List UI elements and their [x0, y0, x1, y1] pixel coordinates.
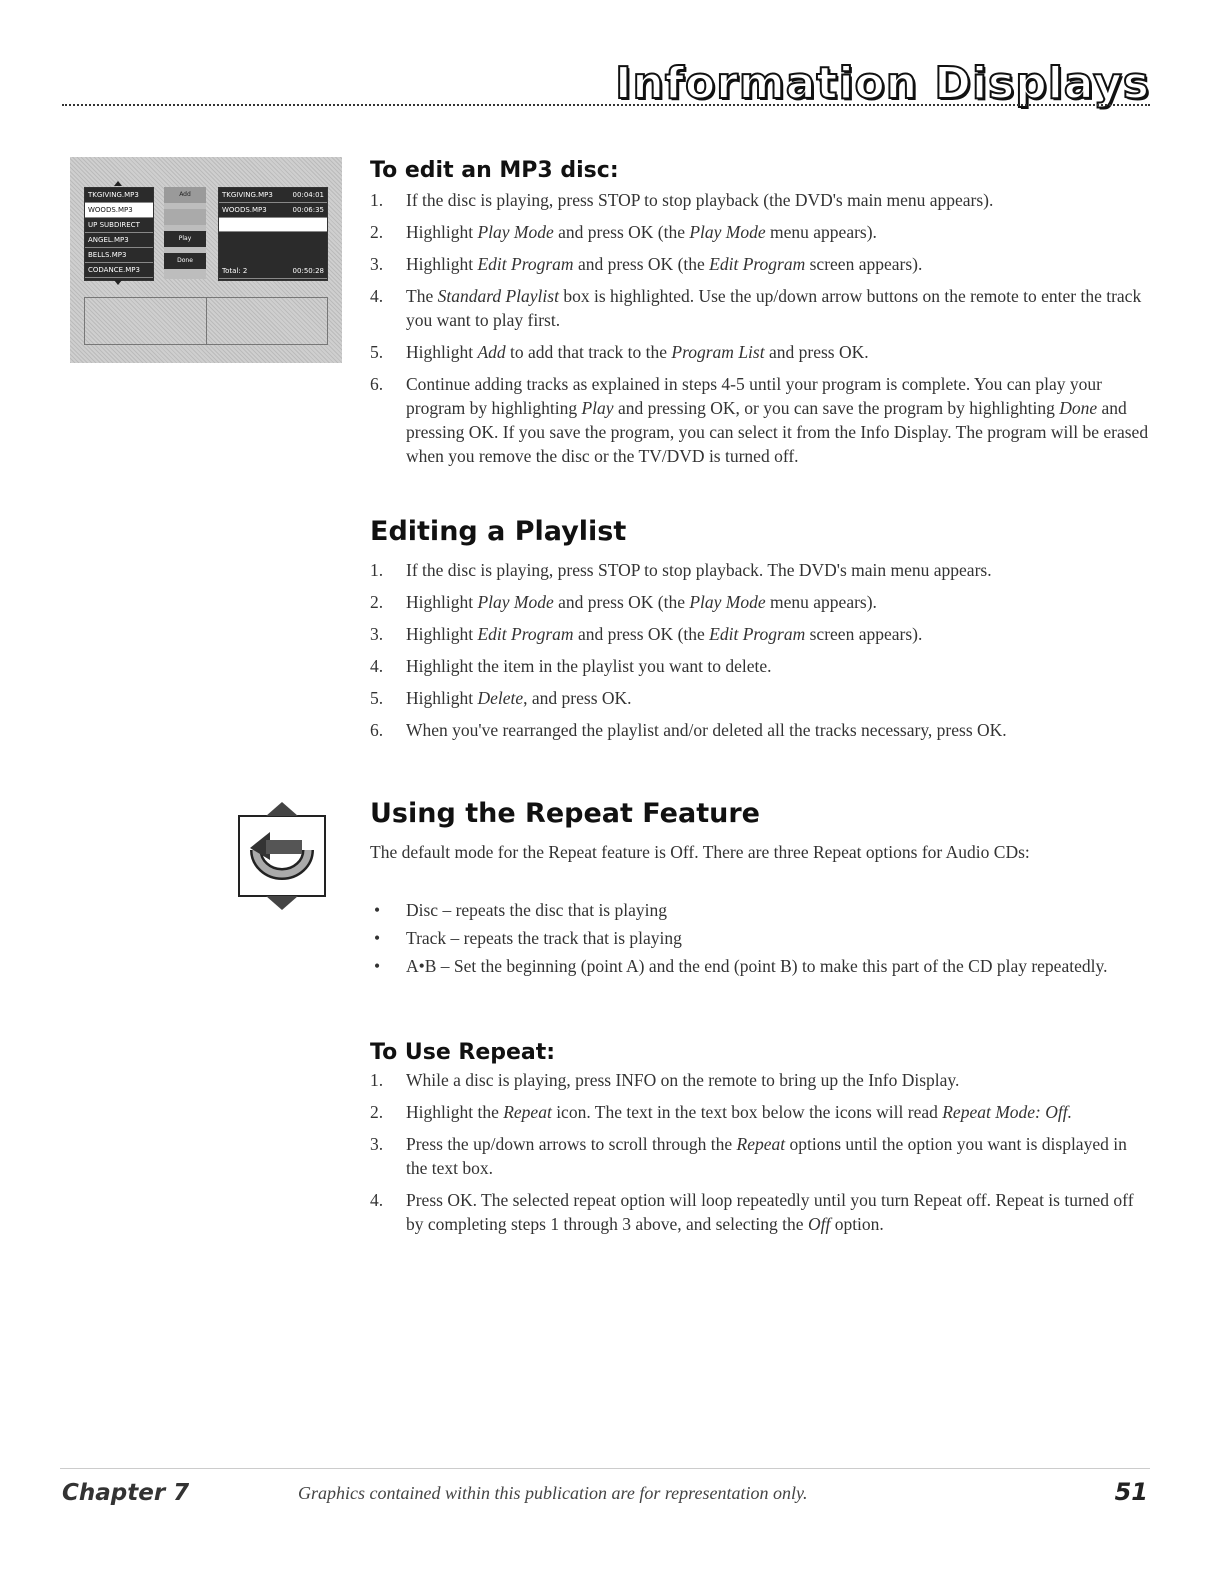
step-item	[370, 558, 1150, 582]
repeat-option-item: • Track – repeats the track that is playing	[374, 928, 682, 948]
step-text: option.	[830, 1214, 884, 1234]
step-emphasis: Play	[581, 398, 614, 418]
program-total-time: 00:50:28	[292, 267, 324, 275]
step-text: menu appears).	[765, 222, 877, 242]
file-list-panel	[84, 187, 154, 281]
repeat-option-text: A•B – Set the beginning (point A) and the end (point B) to make this part of the CD play repeatedly.	[406, 956, 1108, 976]
step-item	[370, 220, 1150, 244]
file-list-item: UP SUBDIRECT	[85, 218, 153, 233]
step-item	[370, 1100, 1150, 1124]
step-text: and press OK (the	[553, 222, 690, 242]
editing-playlist-heading: Editing a Playlist	[370, 516, 627, 547]
use-repeat-heading: To Use Repeat:	[370, 1040, 556, 1065]
step-text: and press OK (the	[573, 254, 710, 274]
program-list-panel	[218, 187, 328, 281]
step-text: icon. The text in the text box below the icons will read	[551, 1102, 943, 1122]
add-button: Add	[164, 187, 206, 203]
step-text: , and press OK.	[523, 688, 632, 708]
step-number: 1.	[370, 190, 384, 210]
file-list-item: TKGIVING.MP3	[85, 188, 153, 203]
step-number: 1.	[370, 560, 384, 580]
step-item	[370, 284, 1150, 332]
program-list-item	[219, 188, 327, 203]
step-emphasis: Repeat	[503, 1102, 552, 1122]
step-number: 3.	[370, 254, 384, 274]
step-item	[370, 1132, 1150, 1180]
file-list-item: WOODS.MP3	[85, 203, 153, 218]
file-list-item: ANGEL.MP3	[85, 233, 153, 248]
scroll-down-icon	[114, 280, 122, 285]
step-item	[370, 718, 1150, 742]
repeat-option-text: Disc – repeats the disc that is playing	[406, 900, 667, 920]
footer-divider	[60, 1468, 1150, 1469]
step-text: and press OK (the	[553, 592, 690, 612]
step-number: 5.	[370, 688, 384, 708]
step-text: menu appears).	[765, 592, 877, 612]
step-emphasis: Play Mode	[477, 592, 554, 612]
repeat-option-text: Track – repeats the track that is playing	[406, 928, 682, 948]
step-text: and press OK.	[764, 342, 869, 362]
program-list-item	[219, 203, 327, 218]
step-number: 2.	[370, 222, 384, 242]
step-text: and pressing OK, or you can save the program by highlighting	[613, 398, 1060, 418]
step-text: If the disc is playing, press STOP to stop playback. The DVD's main menu appears.	[406, 560, 992, 580]
repeat-options-list	[370, 898, 1150, 982]
program-track-name: TKGIVING.MP3	[222, 191, 273, 199]
step-emphasis: Edit Program	[477, 624, 574, 644]
step-text: screen appears).	[805, 254, 923, 274]
footer-note: Graphics contained within this publication are for representation only.	[298, 1483, 808, 1503]
step-emphasis: Play Mode	[689, 222, 766, 242]
blank-button	[164, 209, 206, 225]
button-column	[164, 187, 206, 279]
editing-playlist-steps	[370, 558, 1150, 750]
step-number: 3.	[370, 624, 384, 644]
done-button: Done	[164, 253, 206, 269]
step-text: When you've rearranged the playlist and/or deleted all the tracks necessary, press OK.	[406, 720, 1007, 740]
step-text: and press OK (the	[573, 624, 710, 644]
step-text: Continue adding tracks as explained in steps 4-5 until your program is complete. You can play your program by highlighting	[406, 374, 1102, 418]
step-emphasis: Edit Program	[709, 254, 806, 274]
edit-program-screenshot	[70, 157, 342, 363]
step-item	[370, 622, 1150, 646]
repeat-option-item: • A•B – Set the beginning (point A) and the end (point B) to make this part of the CD play repeatedly.	[374, 956, 1108, 976]
step-item	[370, 1068, 1150, 1092]
step-item	[370, 252, 1150, 276]
step-text: Highlight	[406, 624, 478, 644]
repeat-option-item: • Disc – repeats the disc that is playing	[374, 900, 667, 920]
page-title: Information Displays	[615, 58, 1150, 109]
step-emphasis: Edit Program	[709, 624, 806, 644]
step-emphasis: Delete	[477, 688, 524, 708]
step-emphasis: Edit Program	[477, 254, 574, 274]
step-item	[370, 654, 1150, 678]
step-text: Highlight	[406, 592, 478, 612]
step-text: If the disc is playing, press STOP to stop playback (the DVD's main menu appears).	[406, 190, 994, 210]
step-item	[370, 340, 1150, 364]
file-list-item: CODANCE.MP3	[85, 263, 153, 278]
step-text: Press the up/down arrows to scroll through the	[406, 1134, 737, 1154]
step-text: to add that track to the	[505, 342, 672, 362]
play-button: Play	[164, 231, 206, 247]
program-total-label: Total: 2	[222, 267, 248, 275]
step-emphasis: Program List	[671, 342, 765, 362]
step-item	[370, 686, 1150, 710]
step-text: While a disc is playing, press INFO on the remote to bring up the Info Display.	[406, 1070, 960, 1090]
edit-mp3-steps	[370, 188, 1150, 476]
step-text: Highlight the	[406, 1102, 504, 1122]
scroll-up-icon	[114, 181, 122, 186]
step-text: Press OK. The selected repeat option will loop repeatedly until you turn Repeat off. Repeat is turned off by completing steps 1 through 3 above, and selecting the	[406, 1190, 1134, 1234]
program-track-name: WOODS.MP3	[222, 206, 267, 214]
page-number: 51	[1114, 1478, 1148, 1506]
step-emphasis: Repeat Mode: Off.	[942, 1102, 1072, 1122]
step-number: 6.	[370, 374, 384, 394]
program-track-time: 00:04:01	[292, 191, 324, 199]
step-text: screen appears).	[805, 624, 923, 644]
step-emphasis: Repeat	[736, 1134, 786, 1154]
step-number: 3.	[370, 1134, 384, 1154]
step-number: 2.	[370, 1102, 384, 1122]
step-number: 4.	[370, 656, 384, 676]
step-emphasis: Play Mode	[689, 592, 766, 612]
program-list-empty-slot	[219, 218, 327, 232]
step-number: 2.	[370, 592, 384, 612]
step-text: Highlight	[406, 222, 478, 242]
step-number: 4.	[370, 1190, 384, 1210]
repeat-icon	[236, 802, 328, 910]
step-text: and pressing OK. If you save the program, you can select it from the Info Display. The program will be erased when you remove the disc or the TV/DVD is turned off.	[406, 398, 1149, 466]
repeat-feature-heading: Using the Repeat Feature	[370, 798, 760, 829]
step-emphasis: Add	[477, 342, 506, 362]
use-repeat-steps	[370, 1068, 1150, 1244]
step-item	[370, 590, 1150, 614]
step-number: 6.	[370, 720, 384, 740]
footer-chapter: Chapter 7	[62, 1480, 190, 1506]
step-text: The	[406, 286, 438, 306]
step-item	[370, 1188, 1150, 1236]
step-number: 4.	[370, 286, 384, 306]
repeat-feature-intro: The default mode for the Repeat feature is Off. There are three Repeat options for Audio CDs:	[370, 842, 1030, 862]
file-list-item: BELLS.MP3	[85, 248, 153, 263]
edit-mp3-heading: To edit an MP3 disc:	[370, 158, 619, 183]
step-emphasis: Done	[1059, 398, 1098, 418]
step-emphasis: Play Mode	[477, 222, 554, 242]
step-number: 1.	[370, 1070, 384, 1090]
step-text: options until the option you want is displayed in the text box.	[406, 1134, 1127, 1178]
step-number: 5.	[370, 342, 384, 362]
step-emphasis: Standard Playlist	[437, 286, 559, 306]
program-track-time: 00:06:35	[292, 206, 324, 214]
step-text: Highlight	[406, 254, 478, 274]
step-text: Highlight	[406, 342, 478, 362]
step-text: box is highlighted. Use the up/down arrow buttons on the remote to enter the track you want to play first.	[406, 286, 1142, 330]
info-bar	[84, 297, 328, 345]
step-emphasis: Off	[807, 1214, 831, 1234]
header-divider	[62, 104, 1150, 106]
step-text: Highlight	[406, 688, 478, 708]
program-total-row	[219, 264, 327, 279]
step-item	[370, 372, 1150, 468]
step-item	[370, 188, 1150, 212]
step-text: Highlight the item in the playlist you want to delete.	[406, 656, 772, 676]
